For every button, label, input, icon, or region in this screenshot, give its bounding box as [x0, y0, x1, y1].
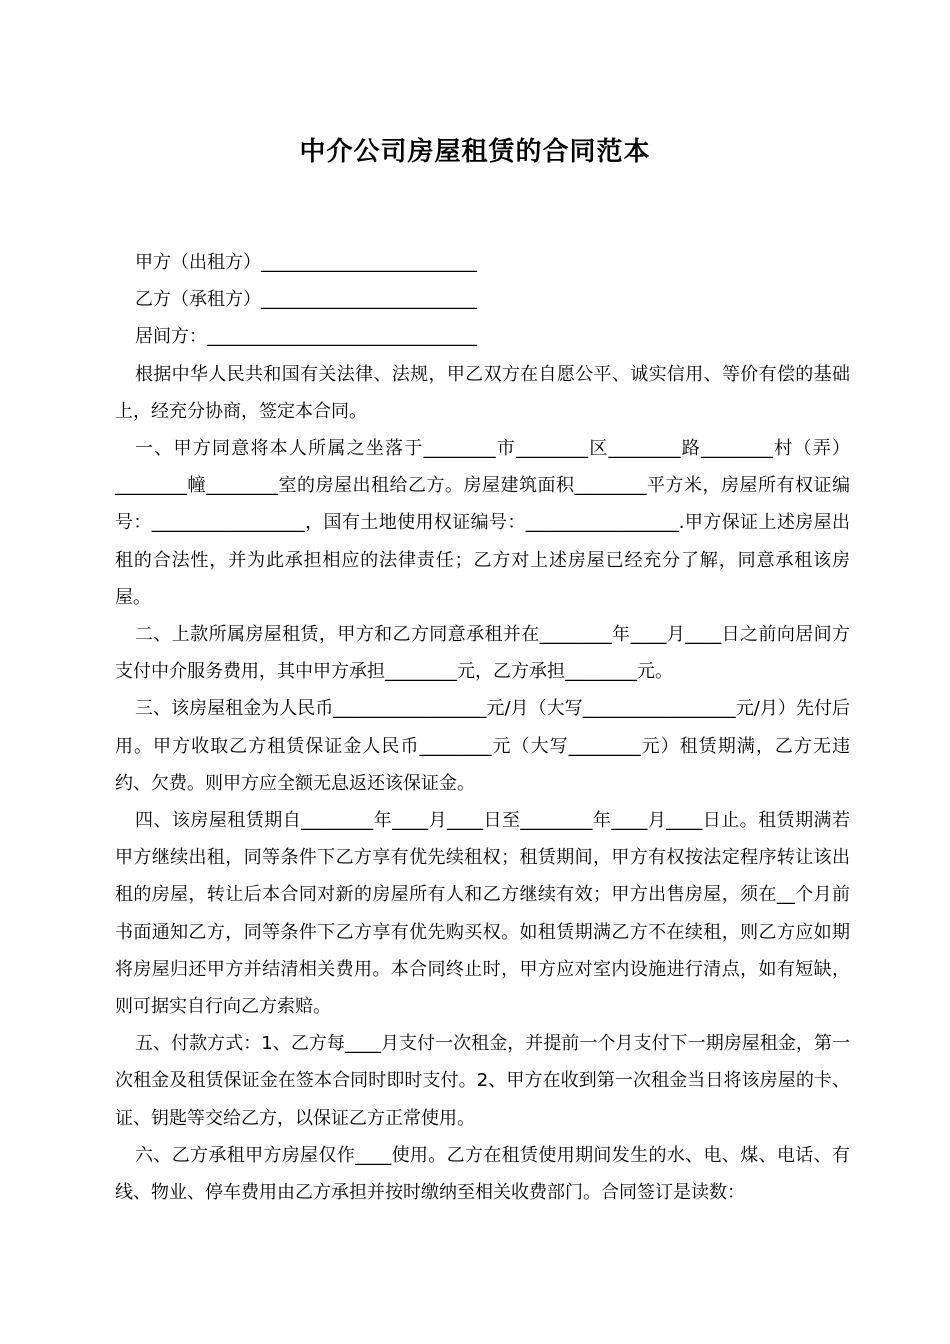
clause-5-paragraph: 五、付款方式：1、乙方每____月支付一次租金，并提前一个月支付下一期房屋租金，第一次租金及租赁保证金在签本合同时即时支付。2、甲方在收到第一次租金当日将该房屋的卡、证、钥匙等交给乙方，以保证乙方正常使用。	[115, 1033, 850, 1129]
clause-3-paragraph: 三、该房屋租金为人民币_________________元/月（大写_________________元/月）先付后用。甲方收取乙方租赁保证金人民币________元（大写________元）租赁期满，乙方无违约、欠费。则甲方应全额无息返还该保证金。	[115, 698, 850, 794]
clause-4-paragraph: 四、该房屋租赁期自________年____月____日至________年____月____日止。租赁期满若甲方继续出租，同等条件下乙方享有优先续租权；租赁期间，甲方有权按法定程序转让该出租的房屋，转让后本合同对新的房屋所有人和乙方继续有效；甲方出售房屋，须在__个月前书面通知乙方，同等条件下乙方享有优先购买权。如租赁期满乙方不在续租，则乙方应如期将房屋归还甲方并结清相关费用。本合同终止时，甲方应对室内设施进行清点，如有短缺，则可据实自行向乙方索赔。	[115, 810, 850, 1018]
clause-2-paragraph: 二、上款所属房屋租赁，甲方和乙方同意承租并在________年____月____日之前向居间方支付中介服务费用，其中甲方承担________元，乙方承担________元。	[115, 624, 850, 683]
document-body	[115, 244, 850, 1211]
clause-6-paragraph: 六、乙方承租甲方房屋仅作____使用。乙方在租赁使用期间发生的水、电、煤、电话、有线、物业、停车费用由乙方承担并按时缴纳至相关收费部门。合同签订是读数：	[115, 1144, 850, 1204]
party-b-line: 乙方（承租方）________________________	[135, 289, 477, 311]
intermediary-line: 居间方：______________________________	[135, 326, 477, 348]
document-title: 中介公司房屋租赁的合同范本	[299, 137, 651, 167]
party-a-line: 甲方（出租方）________________________	[135, 252, 477, 273]
preamble-paragraph: 根据中华人民共和国有关法律、法规，甲乙双方在自愿公平、诚实信用、等价有偿的基础上，经充分协商，签定本合同。	[115, 363, 850, 422]
clause-1-paragraph: 一、甲方同意将本人所属之坐落于________市________区________路________村（弄）________幢________室的房屋出租给乙方。房屋建筑面积________平方米，房屋所有权证编号：_________________，国有土地使用权证编号：_________________.甲方保证上述房屋出租的合法性，并为此承担相应的法律责任；乙方对上述房屋已经充分了解，同意承租该房屋。	[115, 438, 850, 608]
